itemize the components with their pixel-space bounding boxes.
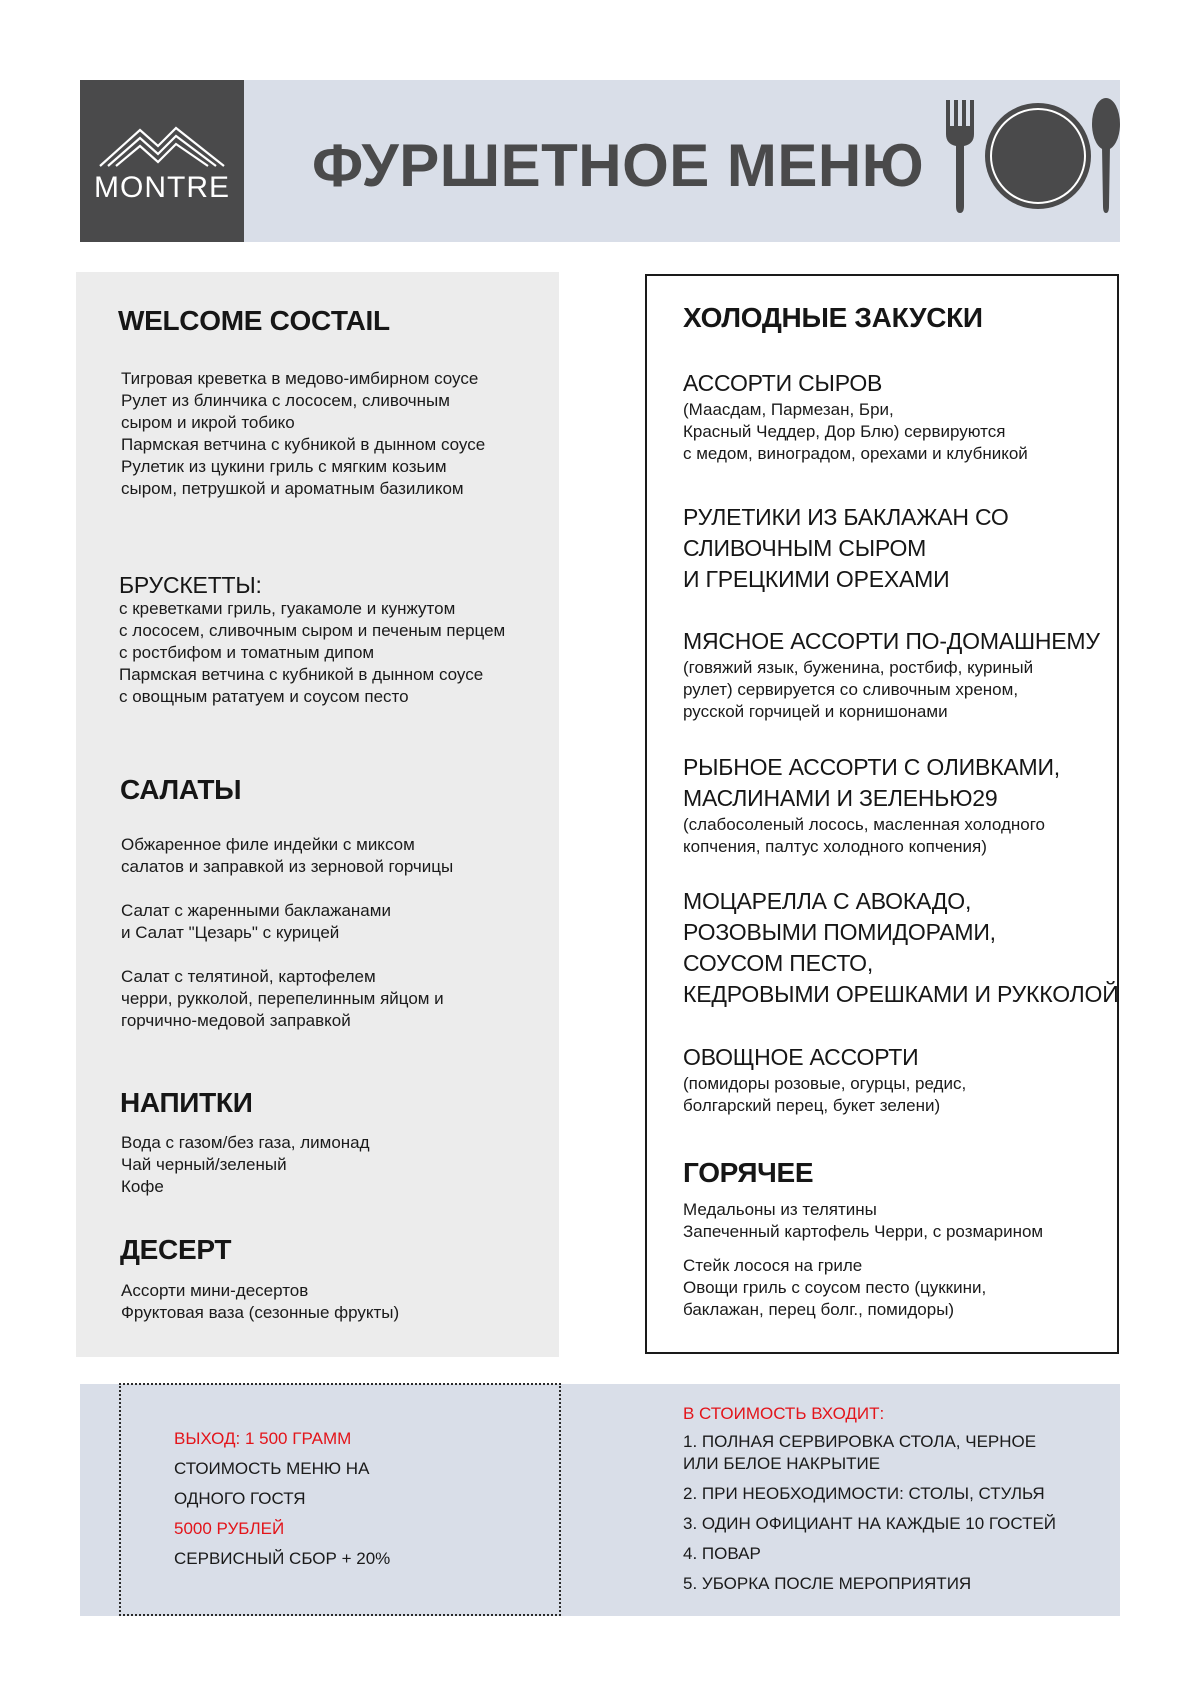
drinks-list [121, 1132, 370, 1198]
list-item: 2. ПРИ НЕОБХОДИМОСТИ: СТОЛЫ, СТУЛЬЯ [683, 1484, 1045, 1503]
list-item: сыром, петрушкой и ароматным базиликом [121, 479, 464, 498]
dish-eggplant-rolls [683, 502, 1009, 595]
list-item: с креветками гриль, гуакамоле и кунжутом [119, 599, 456, 618]
list-item: Вода с газом/без газа, лимонад [121, 1133, 370, 1152]
salad-group [121, 834, 453, 878]
dish-vegetables [683, 1042, 966, 1117]
salad-group [121, 966, 444, 1032]
list-item: 3. ОДИН ОФИЦИАНТ НА КАЖДЫЕ 10 ГОСТЕЙ [683, 1514, 1057, 1533]
list-item: Салат с телятиной, картофелем [121, 967, 376, 986]
dish-fish-platter [683, 752, 1060, 858]
list-item: салатов и заправкой из зерновой горчицы [121, 857, 454, 876]
dessert-section [120, 1234, 231, 1266]
bruschetta-title: БРУСКЕТТЫ: [119, 572, 262, 598]
list-item: 4. ПОВАР [683, 1544, 761, 1563]
hot-group [683, 1199, 1043, 1243]
dish-name: РУЛЕТИКИ ИЗ БАКЛАЖАН СО СЛИВОЧНЫМ СЫРОМ И ГРЕЦКИМИ ОРЕХАМИ [683, 504, 1009, 592]
list-item: Фруктовая ваза (сезонные фрукты) [121, 1303, 400, 1322]
list-item: с овощным рататуем и соусом песто [119, 687, 409, 706]
includes-title: В СТОИМОСТЬ ВХОДИТ: [683, 1404, 885, 1423]
plate-cutlery-icon [946, 98, 1126, 214]
salads-section [120, 774, 241, 806]
cold-section [683, 302, 983, 334]
bruschetta-list [119, 598, 505, 708]
list-item: Запеченный картофель Черри, с розмарином [683, 1222, 1044, 1241]
drinks-section [120, 1087, 253, 1119]
list-item: Обжаренное филе индейки с миксом [121, 835, 415, 854]
dish-desc: (слабосоленый лосось, масленная холодного копчения, палтус холодного копчения) [683, 815, 1046, 856]
list-item: Тигровая креветка в медово-имбирном соусе [121, 369, 479, 388]
list-item: Медальоны из телятины [683, 1200, 877, 1219]
list-item: ИЛИ БЕЛОЕ НАКРЫТИЕ [683, 1454, 881, 1473]
list-item: Кофе [121, 1177, 164, 1196]
list-item: Ассорти мини-десертов [121, 1281, 309, 1300]
welcome-list [121, 368, 485, 500]
list-item: с ростбифом и томатным дипом [119, 643, 375, 662]
list-item: горчично-медовой заправкой [121, 1011, 351, 1030]
dish-name: ОВОЩНОЕ АССОРТИ [683, 1044, 919, 1070]
salads-title: САЛАТЫ [120, 774, 242, 805]
list-item: с лососем, сливочным сыром и печеным перцем [119, 621, 506, 640]
list-item: сыром и икрой тобико [121, 413, 295, 432]
dish-desc: (Маасдам, Пармезан, Бри, Красный Чеддер, Дор Блю) сервируются с медом, виноградом, орехами и клубникой [683, 400, 1028, 463]
logo [80, 80, 244, 242]
dish-meat-platter [683, 626, 1100, 723]
list-item: и Салат "Цезарь" с курицей [121, 923, 340, 942]
dish-name: РЫБНОЕ АССОРТИ С ОЛИВКАМИ, МАСЛИНАМИ И ЗЕЛЕНЬЮ29 [683, 754, 1060, 811]
list-item: баклажан, перец болг., помидоры) [683, 1300, 955, 1319]
salad-group [121, 900, 391, 944]
cost-text: ОДНОГО ГОСТЯ [174, 1489, 306, 1508]
list-item: 1. ПОЛНАЯ СЕРВИРОВКА СТОЛА, ЧЕРНОЕ [683, 1432, 1037, 1451]
list-item: Пармская ветчина с кубникой в дынном соусе [121, 435, 486, 454]
list-item: Рулет из блинчика с лососем, сливочным [121, 391, 450, 410]
logo-text: MONTRE [94, 171, 230, 204]
list-item: Рулетик из цукини гриль с мягким козьим [121, 457, 447, 476]
price-text: 5000 РУБЛЕЙ [174, 1519, 285, 1538]
list-item: черри, рукколой, перепелинным яйцом и [121, 989, 444, 1008]
page-title: ФУРШЕТНОЕ МЕНЮ [312, 132, 925, 199]
list-item: Пармская ветчина с кубникой в дынном соусе [119, 665, 484, 684]
drinks-title: НАПИТКИ [120, 1087, 253, 1118]
mountain-logo-icon [98, 118, 226, 168]
dish-mozzarella [683, 886, 1119, 1010]
list-item: Салат с жаренными баклажанами [121, 901, 391, 920]
includes-list [683, 1432, 1056, 1604]
hot-group [683, 1255, 986, 1321]
dish-desc: (помидоры розовые, огурцы, редис, болгарский перец, букет зелени) [683, 1074, 967, 1115]
dish-desc: (говяжий язык, буженина, ростбиф, куриный рулет) сервируется со сливочным хреном, русской горчицей и корнишонами [683, 658, 1034, 721]
welcome-section [118, 305, 390, 337]
list-item: Овощи гриль с соусом песто (цуккини, [683, 1278, 987, 1297]
dessert-list [121, 1280, 399, 1324]
dish-name: МЯСНОЕ АССОРТИ ПО-ДОМАШНЕМУ [683, 628, 1100, 654]
cost-text: СТОИМОСТЬ МЕНЮ НА [174, 1459, 370, 1478]
cold-title: ХОЛОДНЫЕ ЗАКУСКИ [683, 302, 983, 333]
list-item: Чай черный/зеленый [121, 1155, 287, 1174]
dish-name: АССОРТИ СЫРОВ [683, 370, 883, 396]
welcome-title: WELCOME COCTAIL [118, 305, 390, 336]
service-fee-text: СЕРВИСНЫЙ СБОР + 20% [174, 1549, 391, 1568]
hot-title: ГОРЯЧЕЕ [683, 1157, 814, 1188]
yield-text: ВЫХОД: 1 500 ГРАММ [174, 1429, 352, 1448]
list-item: Стейк лосося на гриле [683, 1256, 863, 1275]
hot-section [683, 1157, 813, 1189]
dish-name: МОЦАРЕЛЛА С АВОКАДО, РОЗОВЫМИ ПОМИДОРАМИ, СОУСОМ ПЕСТО, КЕДРОВЫМИ ОРЕШКАМИ И РУККОЛОЙ [683, 888, 1119, 1007]
dish-cheese [683, 368, 1028, 465]
list-item: 5. УБОРКА ПОСЛЕ МЕРОПРИЯТИЯ [683, 1574, 972, 1593]
dessert-title: ДЕСЕРТ [120, 1234, 232, 1265]
